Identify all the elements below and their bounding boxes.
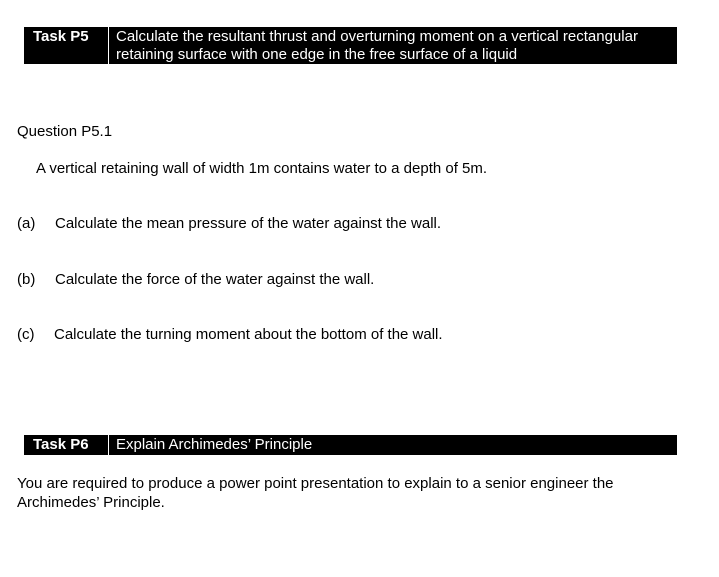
task-p5-title: Calculate the resultant thrust and overturning moment on a vertical rectangular retaining surface with one edge in the free surface of a liquid [116,28,638,63]
part-b-text: Calculate the force of the water against the wall. [55,271,375,288]
task-p6-description: You are required to produce a power point presentation to explain to a senior engineer the Archimedes’ Principle. [17,475,614,511]
task-p6-header [24,435,677,455]
part-b-label: (b) [17,271,36,288]
task-p5-id: Task P5 [33,28,89,45]
question-part-a [17,215,441,233]
question-part-b [17,271,374,289]
part-c-label: (c) [17,326,35,343]
part-c-text: Calculate the turning moment about the bottom of the wall. [54,326,443,343]
task-p6-id: Task P6 [33,436,89,453]
task-p5-header [24,27,677,64]
task-p5-divider [108,27,109,64]
question-heading: Question P5.1 [17,123,113,140]
question-part-c [17,326,443,344]
question-intro: A vertical retaining wall of width 1m contains water to a depth of 5m. [36,160,488,177]
task-p6-divider [108,435,109,455]
part-a-text: Calculate the mean pressure of the water against the wall. [55,215,442,232]
task-p6-title: Explain Archimedes’ Principle [116,436,313,453]
part-a-label: (a) [17,215,36,232]
